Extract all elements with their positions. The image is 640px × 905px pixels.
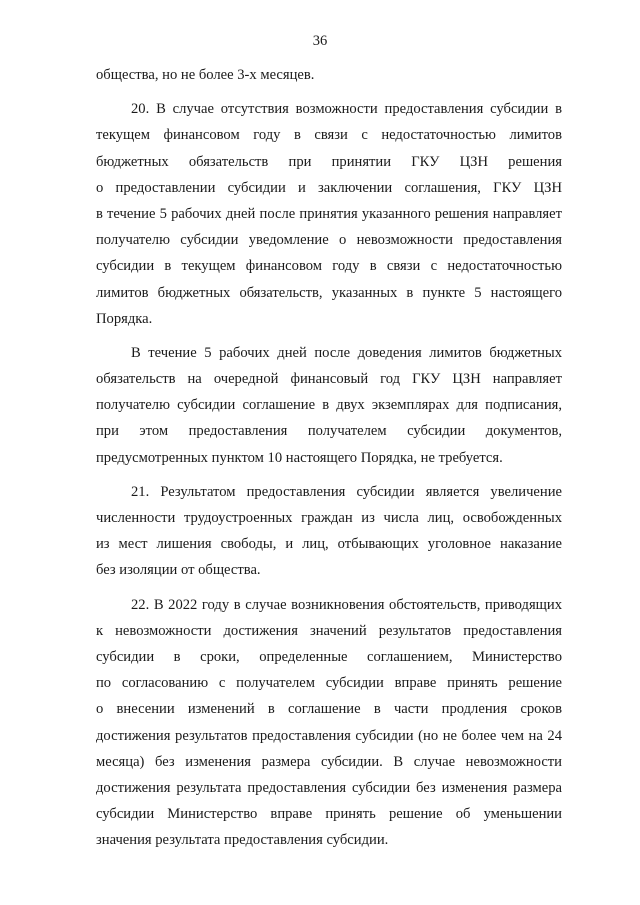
text-line: 20. В случае отсутствия возможности предоставления субсидии в [131, 101, 562, 118]
text-line: предусмотренных пунктом 10 настоящего Порядка, не требуется. [96, 449, 503, 466]
paragraph [96, 62, 562, 88]
text-line: достижения результата предоставления субсидии без изменения размера [96, 779, 562, 796]
paragraph [96, 592, 562, 854]
text-line: к невозможности достижения значений результатов предоставления [96, 622, 562, 639]
text-line: без изоляции от общества. [96, 562, 261, 579]
text-line: общества, но не более 3-х месяцев. [96, 67, 315, 83]
text-line: о предоставлении субсидии и заключении соглашения, ГКУ ЦЗН [96, 179, 562, 196]
text-line: 22. В 2022 году в случае возникновения обстоятельств, приводящих [131, 596, 562, 613]
page-number: 36 [312, 33, 328, 49]
text-line: получателю субсидии уведомление о невозможности предоставления [96, 232, 562, 249]
text-line: В течение 5 рабочих дней после доведения лимитов бюджетных [131, 344, 562, 361]
text-line: по согласованию с получателем субсидии вправе принять решение [96, 675, 562, 692]
paragraph [96, 96, 562, 332]
text-line: субсидии Министерство вправе принять решение об уменьшении [96, 806, 562, 823]
text-line: бюджетных обязательств при принятии ГКУ ЦЗН решения [96, 153, 562, 170]
text-line: из мест лишения свободы, и лиц, отбывающих уголовное наказание [96, 536, 562, 553]
text-line: при этом предоставления получателем субсидии документов, [96, 423, 562, 440]
text-line: получателю субсидии соглашение в двух экземплярах для подписания, [96, 397, 562, 414]
text-line: субсидии в текущем финансовом году в связи с недостаточностью [96, 258, 562, 275]
text-line: достижения результатов предоставления субсидии (но не более чем на 24 [96, 727, 562, 744]
text-line: лимитов бюджетных обязательств, указанных в пункте 5 настоящего [96, 284, 562, 301]
text-line: Порядка. [96, 310, 153, 327]
text-line: о внесении изменений в соглашение в части продления сроков [96, 701, 562, 718]
text-line: месяца) без изменения размера субсидии. В случае невозможности [96, 753, 562, 770]
text-line: в течение 5 рабочих дней после принятия указанного решения направляет [96, 205, 562, 222]
text-line: 21. Результатом предоставления субсидии является увеличение [131, 483, 562, 500]
text-line: значения результата предоставления субсидии. [96, 832, 389, 849]
paragraph [96, 340, 562, 471]
document-body [96, 62, 562, 853]
text-line: текущем финансовом году в связи с недостаточностью лимитов [96, 127, 562, 144]
text-line: субсидии в сроки, определенные соглашением, Министерство [96, 648, 562, 665]
text-line: обязательств на очередной финансовый год ГКУ ЦЗН направляет [96, 371, 562, 388]
text-line: численности трудоустроенных граждан из числа лиц, освобожденных [96, 510, 562, 526]
paragraph [96, 479, 562, 584]
